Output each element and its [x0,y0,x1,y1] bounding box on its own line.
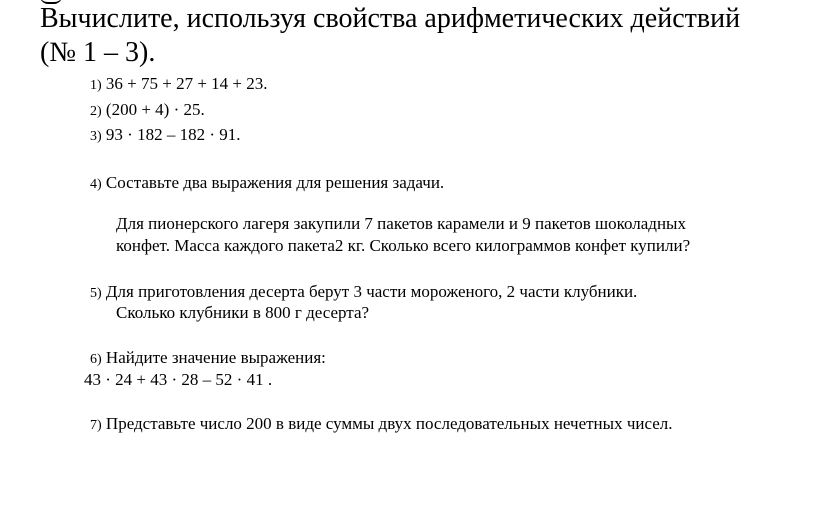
task-7-text: Представьте число 200 в виде суммы двух последовательных нечетных чисел. [101,414,673,433]
task-4-problem-line-2: конфет. Масса каждого пакета2 кг. Сколько всего килограммов конфет купили? [116,236,691,255]
task-7 [90,413,673,437]
task-5-line-2: Сколько клубники в 800 г десерта? [116,303,370,322]
task-5-text: Для приготовления десерта берут 3 части мороженого, 2 части клубники. [101,282,638,301]
task-5-number: 5) [90,286,102,301]
task-6-expression: 43 · 24 + 43 · 28 – 52 · 41 . [84,370,273,389]
task-4-number: 4) [90,177,102,192]
worksheet-heading [40,2,740,70]
heading-line-1: Вычислите, используя свойства арифметических действий [40,3,741,34]
task-2 [90,99,205,123]
task-6-text: Найдите значение выражения: [101,348,326,367]
task-1 [90,73,268,97]
heading-line-2: (№ 1 – 3). [40,37,156,68]
task-7-number: 7) [90,418,102,433]
task-1-number: 1) [90,78,102,93]
task-6 [90,347,326,371]
task-3-number: 3) [90,129,102,144]
task-4-text: Составьте два выражения для решения задачи. [101,173,445,192]
task-3-text: 93 · 182 – 182 · 91. [101,125,241,144]
task-2-text: (200 + 4) · 25. [101,100,205,119]
task-4-problem-line-1: Для пионерского лагеря закупили 7 пакетов карамели и 9 пакетов шоколадных [116,214,686,233]
task-3 [90,124,241,148]
task-6-number: 6) [90,352,102,367]
task-1-text: 36 + 75 + 27 + 14 + 23. [101,74,268,93]
task-2-number: 2) [90,104,102,119]
task-4 [90,172,444,196]
